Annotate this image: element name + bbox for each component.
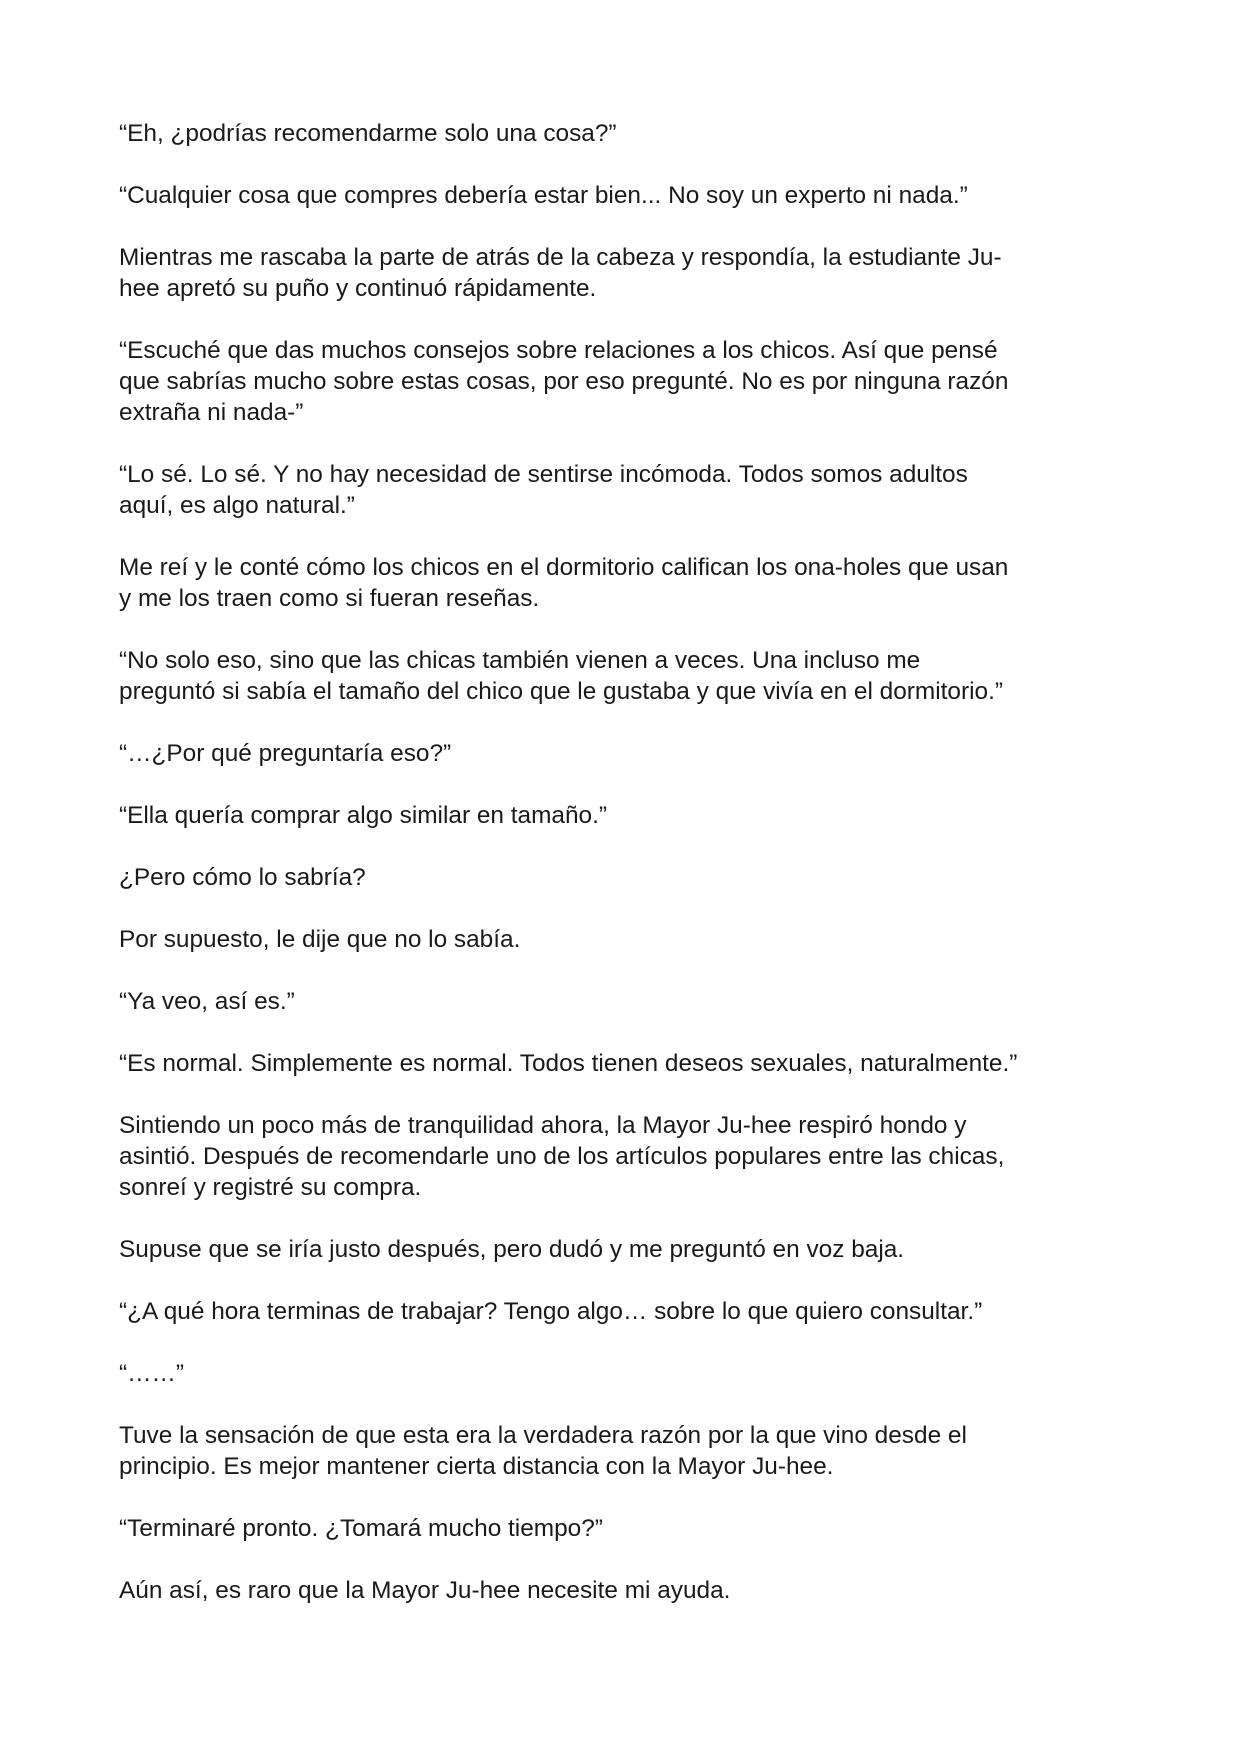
paragraph: “……”	[119, 1360, 185, 1387]
paragraph: “Cualquier cosa que compres debería estar bien... No soy un experto ni nada.”	[119, 182, 968, 209]
paragraph: “Lo sé. Lo sé. Y no hay necesidad de sentirse incómoda. Todos somos adultos aquí, es algo natural.”	[119, 461, 968, 519]
paragraph: Mientras me rascaba la parte de atrás de la cabeza y respondía, la estudiante Ju- hee apretó su puño y continuó rápidamente.	[119, 244, 1002, 302]
paragraph: Por supuesto, le dije que no lo sabía.	[119, 926, 521, 953]
paragraph: “Ella quería comprar algo similar en tamaño.”	[119, 802, 608, 829]
paragraph: Aún así, es raro que la Mayor Ju-hee necesite mi ayuda.	[119, 1577, 731, 1604]
paragraph: “Escuché que das muchos consejos sobre relaciones a los chicos. Así que pensé que sabrías mucho sobre estas cosas, por eso pregunté. No es por ninguna razón extraña ni nada-”	[119, 337, 1009, 426]
paragraph: ¿Pero cómo lo sabría?	[119, 864, 366, 891]
paragraph: Me reí y le conté cómo los chicos en el dormitorio califican los ona-holes que usan y me los traen como si fueran reseñas.	[119, 554, 1009, 612]
paragraph: Supuse que se iría justo después, pero dudó y me preguntó en voz baja.	[119, 1236, 905, 1263]
paragraph: Sintiendo un poco más de tranquilidad ahora, la Mayor Ju-hee respiró hondo y asintió. Después de recomendarle uno de los artículos populares entre las chicas, sonreí y registré su compra.	[119, 1112, 1005, 1201]
paragraph: “Eh, ¿podrías recomendarme solo una cosa?”	[119, 120, 617, 147]
paragraph: “No solo eso, sino que las chicas también vienen a veces. Una incluso me preguntó si sabía el tamaño del chico que le gustaba y que vivía en el dormitorio.”	[119, 647, 1004, 705]
paragraph: “Terminaré pronto. ¿Tomará mucho tiempo?”	[119, 1515, 603, 1542]
paragraph: “¿A qué hora terminas de trabajar? Tengo algo… sobre lo que quiero consultar.”	[119, 1298, 983, 1325]
paragraph: “…¿Por qué preguntaría eso?”	[119, 740, 452, 767]
paragraph: Tuve la sensación de que esta era la verdadera razón por la que vino desde el principio. Es mejor mantener cierta distancia con la Mayor Ju-hee.	[119, 1422, 967, 1480]
paragraph: “Es normal. Simplemente es normal. Todos tienen deseos sexuales, naturalmente.”	[119, 1050, 1018, 1077]
paragraph: “Ya veo, así es.”	[119, 988, 295, 1015]
document-body	[119, 118, 1129, 1606]
